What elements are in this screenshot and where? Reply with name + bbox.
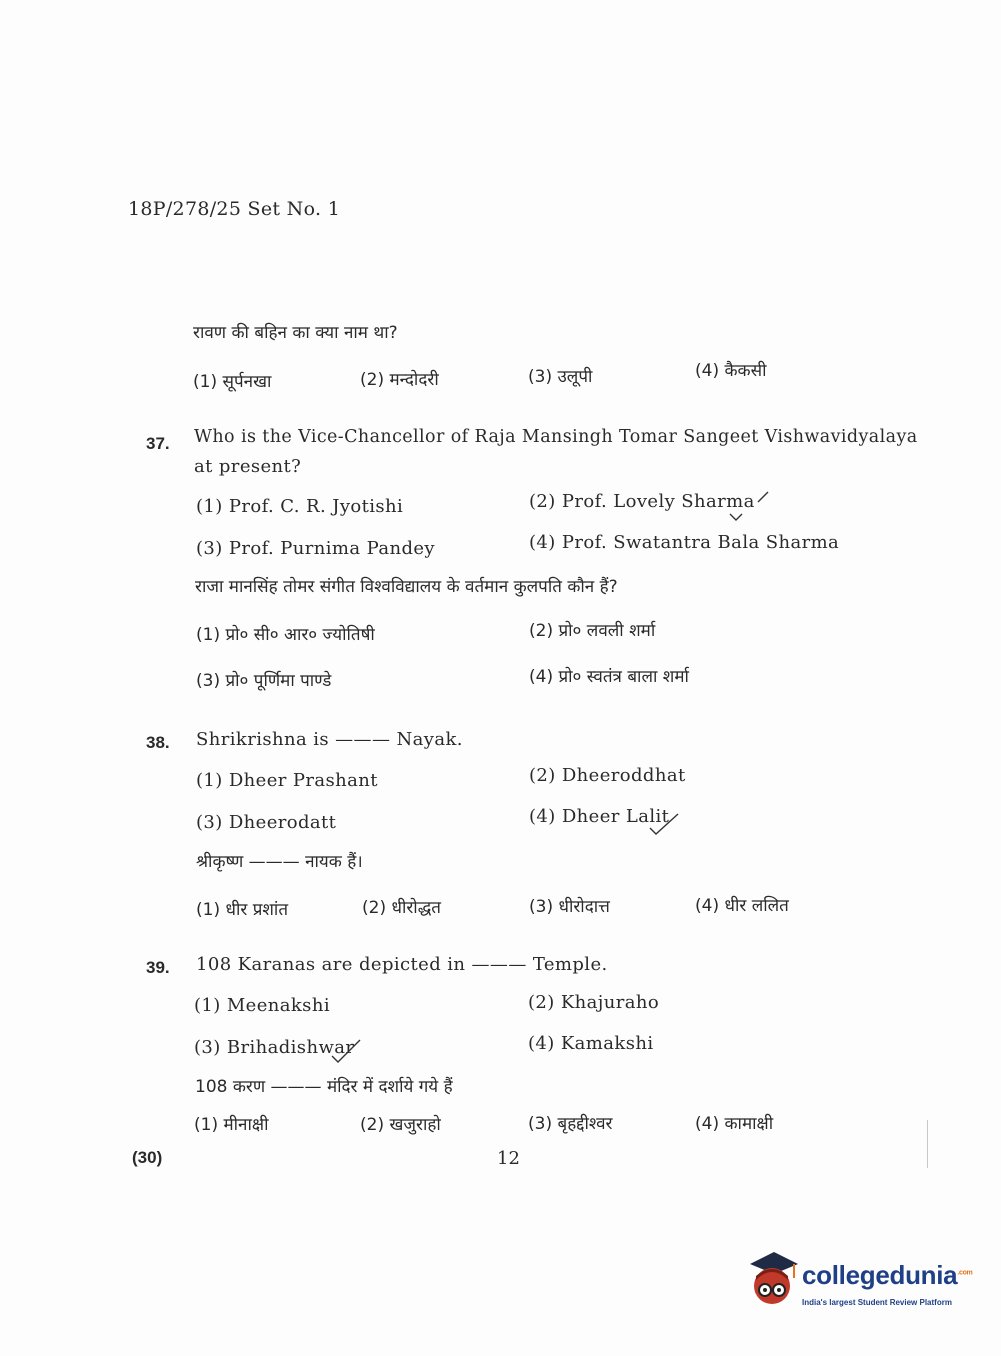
q39-hindi-option-1: (1) मीनाक्षी (194, 1115, 269, 1135)
q37-option-3: (3) Prof. Purnima Pandey (196, 538, 435, 559)
q38-hindi-option-2: (2) धीरोद्धत (362, 898, 441, 918)
q37-option-1: (1) Prof. C. R. Jyotishi (196, 496, 404, 517)
collegedunia-logo (744, 1250, 973, 1316)
q37-hindi-option-2: (2) प्रो० लवली शर्मा (529, 621, 656, 641)
q37-question-line1: Who is the Vice-Chancellor of Raja Mansingh Tomar Sangeet Vishwavidyalaya (194, 427, 918, 447)
q37-answer-tick (728, 488, 774, 524)
q39-number: 39. (146, 958, 170, 977)
q38-option-1: (1) Dheer Prashant (196, 770, 378, 791)
q37-option-4: (4) Prof. Swatantra Bala Sharma (529, 532, 840, 553)
q37-hindi-question: राजा मानसिंह तोमर संगीत विश्वविद्यालय के वर्तमान कुलपति कौन हैं? (195, 577, 618, 597)
q36-hindi-option-4: (4) कैकसी (695, 361, 767, 381)
q38-hindi-question: श्रीकृष्ण ——— नायक हैं। (196, 852, 363, 872)
q37-hindi-option-3: (3) प्रो० पूर्णिमा पाण्डे (196, 671, 332, 691)
q38-answer-tick (646, 808, 682, 838)
q38-number: 38. (146, 733, 170, 752)
mascot-icon (744, 1250, 800, 1312)
q39-hindi-option-2: (2) खजुराहो (360, 1115, 441, 1135)
q39-answer-tick (330, 1036, 364, 1066)
q39-option-4: (4) Kamakshi (528, 1033, 654, 1054)
q38-option-2: (2) Dheeroddhat (529, 765, 686, 786)
q36-hindi-option-3: (3) उलूपी (528, 367, 593, 387)
brand-name: collegedunia$^{.com}$ (802, 1260, 973, 1290)
q38-hindi-option-4: (4) धीर ललित (695, 896, 789, 916)
q38-hindi-option-3: (3) धीरोदात्त (529, 897, 610, 917)
set-code: 18P/278/25 Set No. 1 (128, 198, 341, 220)
q36-hindi-question: रावण की बहिन का क्या नाम था? (193, 323, 398, 343)
q37-hindi-option-4: (4) प्रो० स्वतंत्र बाला शर्मा (529, 667, 689, 687)
q36-hindi-option-1: (1) सूर्पनखा (193, 372, 272, 392)
q39-hindi-option-3: (3) बृहद्दीश्वर (528, 1114, 613, 1134)
q39-option-2: (2) Khajuraho (528, 992, 660, 1013)
q39-question: 108 Karanas are depicted in ——— Temple. (196, 954, 608, 975)
q37-option-2: (2) Prof. Lovely Sharma (529, 491, 755, 512)
page-number: 12 (497, 1148, 520, 1169)
q39-hindi-question: 108 करण ——— मंदिर में दर्शाये गये हैं (195, 1077, 453, 1097)
q39-hindi-option-4: (4) कामाक्षी (695, 1114, 774, 1134)
q38-question: Shrikrishna is ——— Nayak. (196, 729, 463, 750)
q38-option-3: (3) Dheerodatt (196, 812, 337, 833)
q37-number: 37. (146, 434, 170, 453)
q39-option-3: (3) Brihadishwar (194, 1037, 355, 1058)
q36-hindi-option-2: (2) मन्दोदरी (360, 370, 439, 390)
brand-tagline: India's largest Student Review Platform (802, 1298, 952, 1307)
q37-question-line2: at present? (194, 456, 302, 477)
margin-rule (927, 1120, 928, 1168)
page-code: (30) (132, 1148, 163, 1167)
q38-option-4: (4) Dheer Lalit (529, 806, 670, 827)
q39-option-1: (1) Meenakshi (194, 995, 330, 1016)
q37-hindi-option-1: (1) प्रो० सी० आर० ज्योतिषी (196, 625, 375, 645)
q38-hindi-option-1: (1) धीर प्रशांत (196, 900, 289, 920)
